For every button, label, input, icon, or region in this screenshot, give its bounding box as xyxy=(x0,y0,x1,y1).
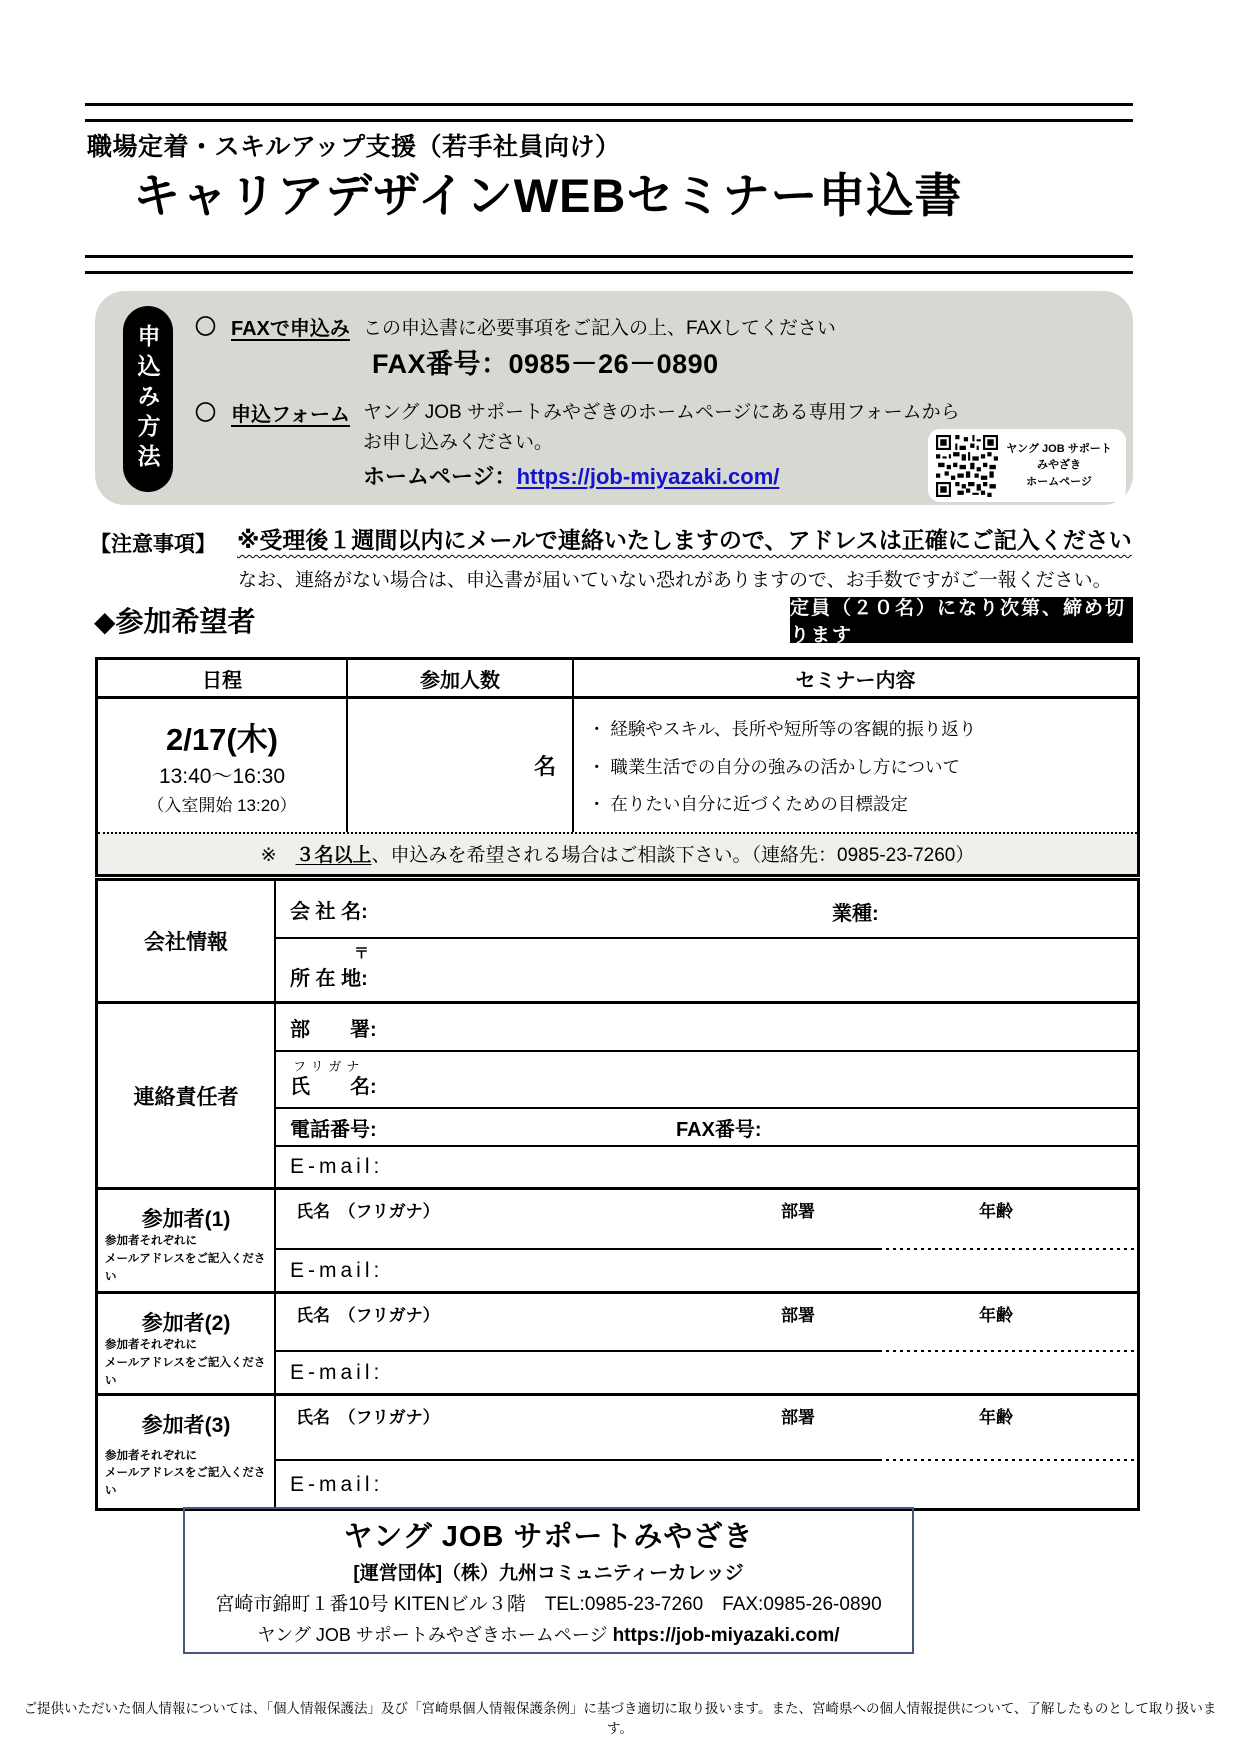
participant-count-cell[interactable] xyxy=(348,699,574,832)
seminar-table xyxy=(95,657,1140,877)
company-name-label: 会 社 名: xyxy=(290,900,368,923)
participant-2-name-row[interactable] xyxy=(276,1294,1137,1350)
organization-homepage-label: ヤング JOB サポートみやざきホームページ xyxy=(257,1625,613,1645)
note-rest: 、申込みを希望される場合はご相談下さい。（連絡先：0985-23-7260） xyxy=(371,845,975,867)
time-value: 13:40～16:30 xyxy=(158,765,286,789)
fax-method-description: この申込書に必要事項をご記入の上、FAXしてください xyxy=(363,318,836,339)
participant-note-line1: 参加者それぞれに xyxy=(105,1449,197,1462)
webform-method-label: 申込フォーム xyxy=(231,404,350,426)
webform-method-bullet-icon: 〇 xyxy=(195,402,216,425)
organization-homepage-line xyxy=(257,1621,839,1647)
webform-method-description xyxy=(363,398,960,459)
notice-main-text: ※受理後１週間以内にメールで連絡いたしますので、アドレスは正確にご記入ください xyxy=(237,527,1132,553)
participant-2-section xyxy=(98,1294,1137,1396)
title-rule-1 xyxy=(85,255,1133,258)
operator-name: [運営団体]（株）九州コミュニティーカレッジ xyxy=(353,1563,744,1584)
qr-caption-line1: ヤング JOB サポート xyxy=(1006,442,1112,455)
participant-2-email-row[interactable] xyxy=(276,1352,1137,1393)
webform-description-line1: ヤング JOB サポートみやざきのホームページにある専用フォームから xyxy=(363,402,960,423)
apply-methods-vertical-label: 申込み方法 xyxy=(123,306,173,492)
age-header: 年齢 xyxy=(979,1202,1013,1221)
contact-person-section xyxy=(98,1004,1137,1190)
participant-note-line1: 参加者それぞれに xyxy=(105,1235,197,1247)
dept-header: 部署 xyxy=(781,1306,815,1325)
participant-note-line2: メールアドレスをご記入ください xyxy=(105,1467,266,1498)
contact-email-label: E-mail: xyxy=(290,1155,384,1178)
participant-1-email-label: E-mail: xyxy=(290,1258,384,1282)
contact-name-label: 氏 名: xyxy=(290,1076,377,1098)
company-address-row[interactable] xyxy=(276,939,1137,1001)
fax-number: FAX番号：0985－26－0890 xyxy=(372,349,719,379)
industry-label: 業種: xyxy=(832,903,879,925)
company-info-section xyxy=(98,881,1137,1004)
participant-3-label-cell xyxy=(98,1396,276,1508)
top-rule-2 xyxy=(85,119,1133,122)
name-header: 氏名 （フリガナ） xyxy=(296,1306,440,1325)
capacity-banner: 定員（２０名）になり次第、締め切ります xyxy=(790,597,1133,643)
seminar-table-header-row xyxy=(98,660,1137,699)
organization-address: 宮崎市錦町１番10号 KITENビル３階 TEL:0985-23-7260 FAX:0985-26-0890 xyxy=(215,1594,882,1615)
date-value: 2/17(木) xyxy=(166,722,278,758)
participant-1-name-row[interactable] xyxy=(276,1190,1137,1248)
seminar-content-cell xyxy=(574,699,1137,832)
note-underlined: ３名以上 xyxy=(295,845,372,867)
column-header-date: 日程 xyxy=(98,660,348,696)
qr-panel xyxy=(928,429,1126,502)
participant-note-line2: メールアドレスをご記入ください xyxy=(105,1252,266,1283)
participant-1-note xyxy=(98,1233,274,1286)
date-cell xyxy=(98,699,348,832)
organization-homepage-link[interactable]: https://job-miyazaki.com/ xyxy=(612,1625,840,1646)
form-subtitle: 職場定着・スキルアップ支援（若手社員向け） xyxy=(87,133,621,161)
participant-3-content xyxy=(276,1396,1137,1508)
homepage-link[interactable]: https://job-miyazaki.com/ xyxy=(516,464,780,489)
age-header: 年齢 xyxy=(979,1306,1013,1325)
top-rule-1 xyxy=(85,103,1133,106)
participant-2-label-cell xyxy=(98,1294,276,1393)
entry-time-note: （入室開始 13:20） xyxy=(147,796,297,816)
contact-section-content xyxy=(276,1004,1137,1187)
fax-method-label: FAXで申込み xyxy=(231,318,350,340)
address-label: 所 在 地: xyxy=(290,968,368,990)
department-row[interactable] xyxy=(276,1004,1137,1052)
dept-header: 部署 xyxy=(781,1408,815,1427)
qr-caption-line2: みやざき xyxy=(1037,459,1081,472)
group-consult-note xyxy=(98,832,1137,874)
fax-method-bullet-icon: 〇 xyxy=(195,316,216,339)
contact-email-row[interactable] xyxy=(276,1147,1137,1187)
webform-description-line2: お申し込みください。 xyxy=(363,432,554,454)
organization-name: ヤング JOB サポートみやざき xyxy=(343,1521,754,1553)
participant-2-content xyxy=(276,1294,1137,1393)
participant-note-line1: 参加者それぞれに xyxy=(105,1339,197,1351)
dept-header: 部署 xyxy=(781,1202,815,1221)
column-header-content: セミナー内容 xyxy=(795,669,916,692)
company-name-row[interactable] xyxy=(276,881,1137,939)
furigana-label: フリガナ xyxy=(293,1059,365,1074)
postal-mark: 〒 xyxy=(354,945,370,962)
participant-note-line2: メールアドレスをご記入ください xyxy=(105,1356,266,1387)
qr-caption xyxy=(998,441,1120,491)
seminar-content-item: ・ 経験やスキル、長所や短所等の客観的振り返り xyxy=(588,719,977,739)
company-section-content xyxy=(276,881,1137,1001)
name-header: 氏名 （フリガナ） xyxy=(296,1408,440,1427)
qr-caption-line3: ホームページ xyxy=(1026,475,1092,488)
participant-1-section xyxy=(98,1190,1137,1294)
participant-3-section xyxy=(98,1396,1137,1508)
organization-box xyxy=(183,1507,914,1654)
age-header: 年齢 xyxy=(979,1408,1013,1427)
participant-1-content xyxy=(276,1190,1137,1291)
participant-1-label-cell xyxy=(98,1190,276,1291)
qr-code-icon xyxy=(936,435,998,497)
phone-fax-row[interactable] xyxy=(276,1109,1137,1147)
participant-2-email-label: E-mail: xyxy=(290,1360,384,1384)
apply-methods-panel xyxy=(95,291,1133,505)
notice-sub-text: なお、連絡がない場合は、申込書が届いていない恐れがありますので、お手数ですがご一報ください。 xyxy=(238,570,1112,591)
name-header: 氏名 （フリガナ） xyxy=(296,1202,440,1221)
homepage-label: ホームページ： xyxy=(363,464,517,489)
participant-3-name-row[interactable] xyxy=(276,1396,1137,1459)
contact-section-label: 連絡責任者 xyxy=(98,1004,276,1187)
department-label: 部 署: xyxy=(290,1018,377,1041)
note-prefix: ※ xyxy=(260,845,296,867)
contact-name-row[interactable] xyxy=(276,1052,1137,1109)
seminar-content-item: ・ 職業生活での自分の強みの活かし方について xyxy=(588,756,961,777)
title-rule-2 xyxy=(85,271,1133,274)
participant-2-label: 参加者(2) xyxy=(141,1312,231,1335)
participant-1-email-row[interactable] xyxy=(276,1250,1137,1291)
applicant-form-table xyxy=(95,878,1140,1511)
phone-label: 電話番号: xyxy=(290,1118,377,1141)
privacy-disclaimer: ご提供いただいた個人情報については、「個人情報保護法」及び「宮崎県個人情報保護条例」に基づき適切に取り扱います。また、宮崎県への個人情報提供について、了解したものとして取り扱います。 xyxy=(23,1701,1217,1736)
participants-heading: ◆参加希望者 xyxy=(94,606,256,637)
notice-label: 【注意事項】 xyxy=(90,533,216,556)
form-title: キャリアデザインWEBセミナー申込書 xyxy=(133,169,963,222)
company-section-label: 会社情報 xyxy=(98,881,276,1001)
participant-3-email-row[interactable] xyxy=(276,1461,1137,1508)
homepage-line xyxy=(363,460,779,491)
seminar-content-item: ・ 在りたい自分に近づくための目標設定 xyxy=(588,794,908,815)
participant-1-label: 参加者(1) xyxy=(141,1208,231,1231)
count-unit-label: 名 xyxy=(533,753,556,779)
seminar-table-body-row xyxy=(98,699,1137,832)
participant-3-label: 参加者(3) xyxy=(141,1414,231,1437)
participant-2-note xyxy=(98,1337,274,1390)
column-header-count: 参加人数 xyxy=(348,660,574,696)
participant-3-email-label: E-mail: xyxy=(290,1472,384,1496)
fax-label: FAX番号: xyxy=(676,1118,762,1141)
participant-3-note xyxy=(98,1448,274,1501)
